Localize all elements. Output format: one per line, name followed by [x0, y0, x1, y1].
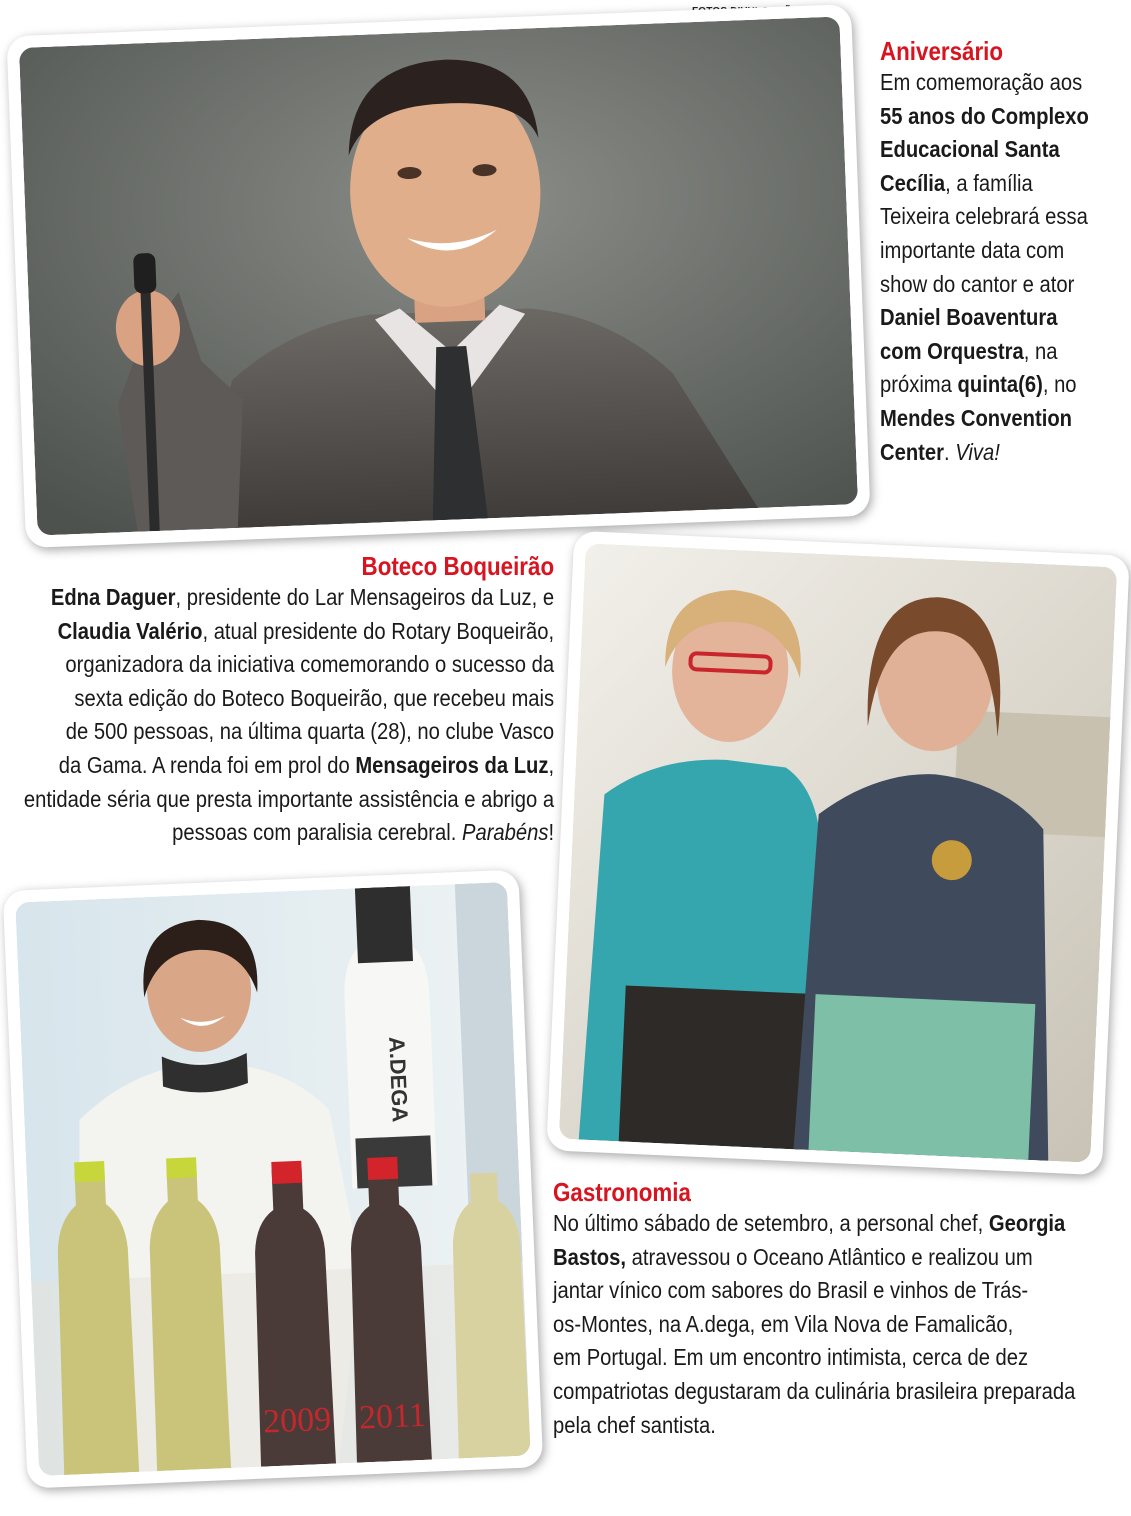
line: em Portugal. Em um encontro intimista, cerca de dez [553, 1344, 1029, 1371]
line: da Gama. A renda foi em prol do [58, 751, 356, 778]
gastronomia-body [553, 1207, 1131, 1442]
aniversario-article [880, 36, 1129, 469]
bold-text: quinta(6) [957, 371, 1043, 398]
line: sexta edição do Boteco Boqueirão, que recebeu mais [74, 684, 555, 711]
bold-text: com Orquestra [880, 337, 1024, 364]
vintage-label-1: 2009 [262, 1400, 332, 1441]
line: jantar vínico com sabores do Brasil e vinhos de Trás- [553, 1277, 1029, 1304]
singer-illustration [19, 16, 858, 535]
bold-text: Mensageiros da Luz [355, 751, 549, 778]
line: os-Montes, na A.dega, em Vila Nova de Famalicão, [553, 1310, 1014, 1337]
italic-text: Viva! [955, 438, 1000, 465]
boteco-article [2, 551, 554, 850]
line: No último sábado de setembro, a personal chef, [553, 1210, 989, 1236]
aniversario-body [880, 66, 1129, 469]
boteco-body [2, 581, 554, 850]
chef-illustration [15, 882, 531, 1476]
line: , a família [945, 169, 1033, 196]
bottle-label: A.DEGA [384, 1036, 413, 1123]
line: , presidente do Lar Mensageiros da Luz, e [175, 584, 555, 610]
line: de 500 pessoas, na última quarta (28), no clube Vasco [65, 718, 555, 745]
line: show do cantor e ator [880, 270, 1075, 297]
bold-text: Center [880, 438, 945, 465]
line: compatriotas degustaram da culinária brasileira preparada [553, 1377, 1076, 1404]
bold-text: Daniel Boaventura [880, 304, 1058, 331]
boteco-headline: Boteco Boqueirão [361, 551, 555, 581]
bold-text: 55 anos do Complexo [880, 102, 1089, 129]
line: Em comemoração aos [880, 69, 1083, 95]
line: , atual presidente do Rotary Boqueirão, [202, 617, 555, 644]
bold-text: Claudia Valério [57, 617, 203, 644]
line: Teixeira celebrará essa [880, 203, 1088, 230]
photo-women [546, 531, 1130, 1176]
bold-text: Mendes Convention [880, 404, 1073, 431]
line: , na [1023, 337, 1058, 364]
bold-text: Georgia [988, 1210, 1066, 1236]
gastronomia-article [553, 1177, 1131, 1442]
line: importante data com [880, 236, 1065, 263]
line: atravessou o Oceano Atlântico e realizou um [626, 1243, 1033, 1270]
bold-text: Cecília [880, 169, 946, 196]
bold-text: Edna Daguer [50, 584, 176, 610]
photo-chef [3, 869, 544, 1488]
gastronomia-headline: Gastronomia [553, 1177, 691, 1207]
line: , [548, 751, 555, 778]
line: , no [1042, 371, 1077, 398]
photo-singer [6, 4, 870, 548]
aniversario-headline: Aniversário [880, 36, 1004, 66]
vintage-label-2: 2011 [358, 1396, 427, 1437]
line: organizadora da iniciativa comemorando o sucesso da [65, 651, 555, 678]
women-illustration [559, 543, 1117, 1163]
bold-text: Bastos, [553, 1243, 627, 1270]
line: ! [548, 819, 555, 846]
italic-text: Parabéns [461, 819, 549, 846]
bold-text: Educacional Santa [880, 136, 1060, 163]
line: entidade séria que presta importante assistência e abrigo a [23, 785, 555, 812]
line: pela chef santista. [553, 1411, 716, 1438]
line: . [944, 438, 956, 465]
line: próxima [880, 371, 958, 398]
line: pessoas com paralisia cerebral. [172, 819, 462, 846]
